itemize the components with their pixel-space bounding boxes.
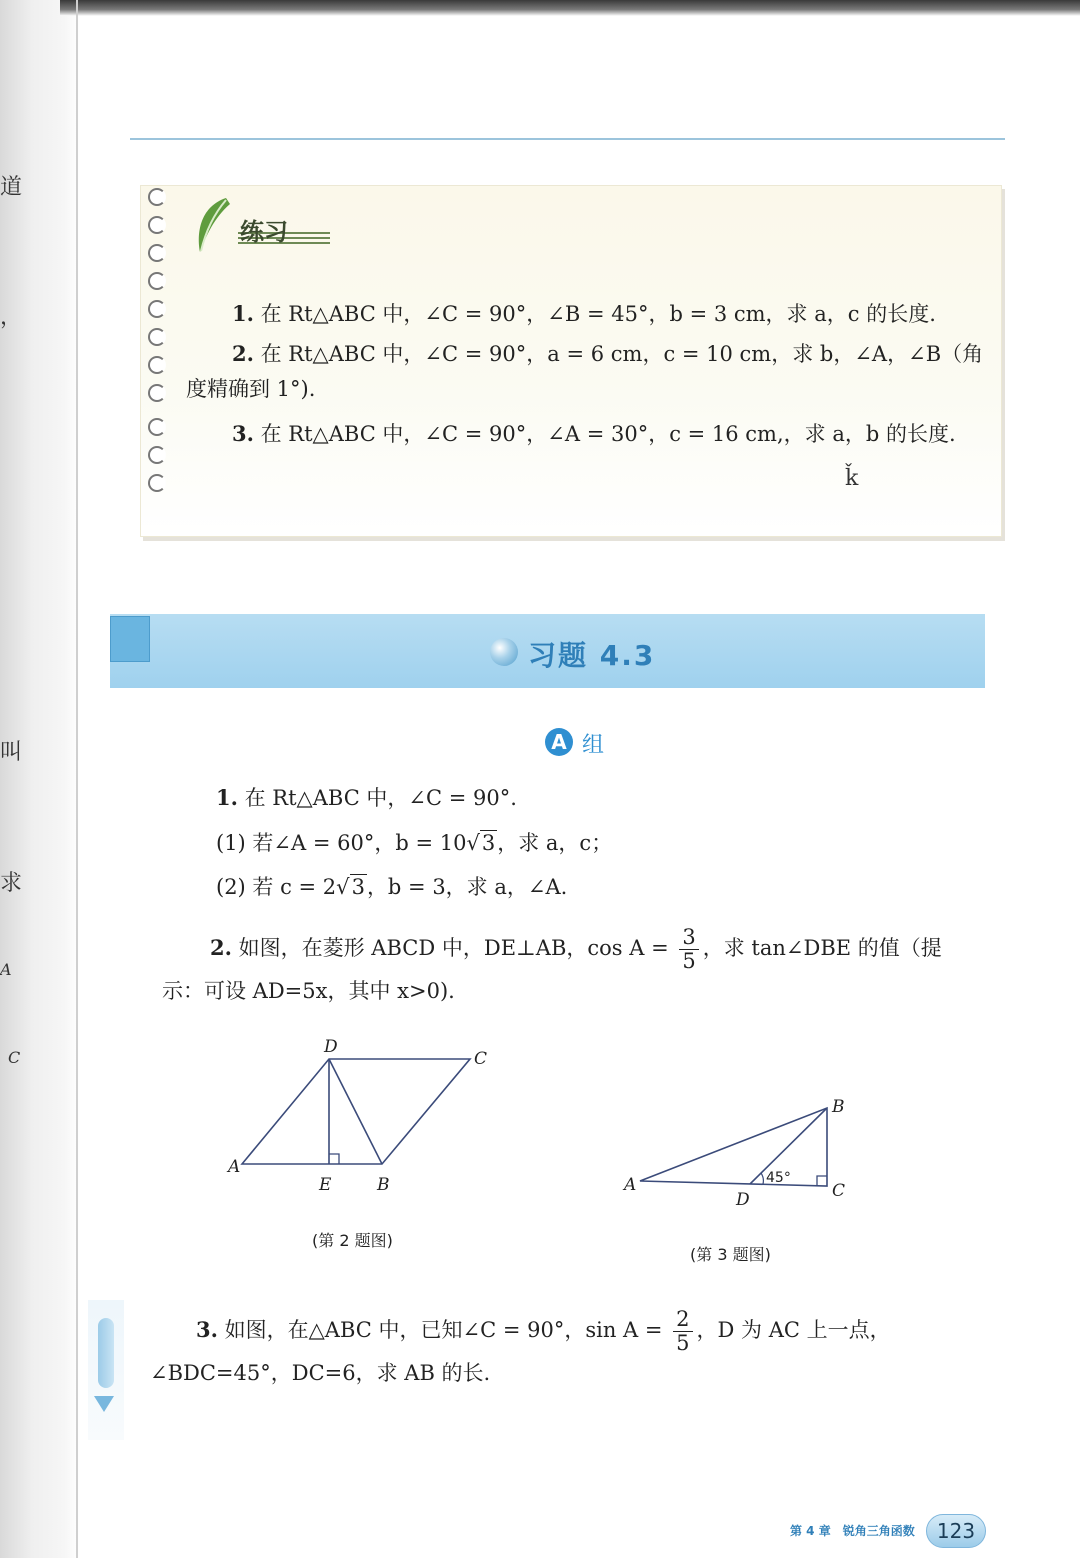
leaf-icon [192, 196, 234, 254]
figure-3-triangle [620, 1090, 860, 1220]
question-text: 在 Rt△ABC 中，∠C = 90°. [244, 786, 517, 810]
exercise-q3-continued: ∠BDC=45°，DC=6，求 AB 的长. [150, 1361, 491, 1385]
item-text: 在 Rt△ABC 中，∠C = 90°，∠A = 30°，c = 16 cm,，求 a，b 的长度. [260, 422, 956, 446]
exercise-q2-continued: 示：可设 AD=5x，其中 x>0). [162, 979, 455, 1003]
left-page-fragment: ， [0, 305, 23, 330]
triangle-outline [640, 1108, 827, 1186]
exercise-q1 [216, 784, 517, 812]
segment-db [329, 1059, 382, 1164]
left-page-fragment: A [0, 960, 12, 979]
binder-ring-icon [148, 356, 166, 374]
binder-ring-icon [148, 272, 166, 290]
label-d: D [324, 1037, 338, 1057]
book-spine [76, 0, 78, 1558]
binder-ring-icon [148, 446, 166, 464]
fraction-denominator: 5 [682, 949, 696, 974]
figure-3-caption: (第 3 题图) [690, 1245, 771, 1264]
footer-chapter: 第 4 章 锐角三角函数 [790, 1524, 915, 1538]
binder-ring-icon [148, 244, 166, 262]
group-label: 组 [582, 733, 605, 758]
question-text: 如图，在菱形 ABCD 中，DE⊥AB，cos A = [238, 936, 676, 961]
part-text: (1) 若∠A = 60°，b = 10 [216, 831, 467, 855]
question-text: ，求 tan∠DBE 的值（提 [702, 936, 942, 961]
label-b: B [832, 1097, 845, 1117]
exercise-q1-part1 [216, 830, 612, 857]
banner-block [110, 616, 150, 662]
label-a: A [624, 1175, 637, 1195]
group-badge: A [545, 728, 573, 756]
question-number: 1. [216, 785, 238, 810]
item-number: 1. [232, 301, 254, 326]
binder-ring-icon [148, 328, 166, 346]
fraction-numerator: 2 [673, 1308, 692, 1332]
left-page-fragment: C [8, 1048, 21, 1067]
item-text: 在 Rt△ABC 中，∠C = 90°，a = 6 cm，c = 10 cm，求 b，∠A，∠B（角 [260, 342, 984, 366]
practice-item-2-continued: 度精确到 1°). [186, 377, 316, 401]
radicand: 3 [481, 831, 496, 855]
part-text: ，求 a，c； [497, 831, 613, 855]
label-d: D [736, 1190, 750, 1210]
globe-icon [490, 638, 518, 666]
binder-ring-icon [148, 384, 166, 402]
binder-ring-icon [148, 474, 166, 492]
sqrt-symbol: √3 [336, 875, 365, 899]
scroll-down-arrow-icon[interactable] [94, 1396, 114, 1412]
radicand: 3 [351, 875, 365, 899]
question-text: ，D 为 AC 上一点， [696, 1318, 891, 1343]
practice-title: 练习 [240, 218, 288, 246]
figure-2-rhombus [220, 1030, 520, 1210]
sqrt-symbol: √3 [466, 831, 496, 855]
item-text: 在 Rt△ABC 中，∠C = 90°，∠B = 45°，b = 3 cm，求 a，c 的长度. [260, 302, 936, 326]
binder-ring-icon [148, 188, 166, 206]
exercise-q3 [196, 1308, 891, 1355]
figure-2-caption: (第 2 题图) [312, 1231, 393, 1250]
item-number: 3. [232, 421, 254, 446]
left-page-edge [0, 0, 80, 1558]
angle-arc [761, 1173, 763, 1184]
exercise-q1-part2 [216, 874, 567, 901]
label-c: C [474, 1049, 488, 1069]
right-angle-mark [817, 1176, 827, 1186]
header-rule [130, 138, 1005, 140]
binder-ring-icon [148, 216, 166, 234]
practice-item-3 [232, 420, 956, 448]
question-number: 2. [210, 935, 232, 961]
angle-label: 45° [766, 1170, 791, 1186]
exercise-title: 习题 4.3 [528, 639, 656, 672]
label-b: B [377, 1175, 390, 1195]
fraction [673, 1308, 692, 1355]
question-number: 3. [196, 1317, 218, 1343]
left-page-fragment: 求 [0, 871, 23, 896]
binder-ring-icon [148, 418, 166, 436]
left-page-fragment: 叫 [0, 740, 23, 765]
fraction [679, 926, 698, 973]
part-text: (2) 若 c = 2 [216, 875, 337, 899]
practice-item-1 [232, 300, 936, 328]
fraction-numerator: 3 [679, 926, 698, 950]
item-number: 2. [232, 341, 254, 366]
question-text: 如图，在△ABC 中，已知∠C = 90°，sin A = [224, 1318, 670, 1343]
label-a: A [228, 1157, 241, 1177]
top-page-edge [60, 0, 1080, 16]
handwritten-mark: ǩ [845, 466, 859, 491]
label-c: C [832, 1181, 846, 1201]
practice-item-2 [232, 340, 983, 368]
right-angle-mark [329, 1154, 339, 1164]
label-e: E [319, 1175, 332, 1195]
fraction-denominator: 5 [676, 1331, 690, 1356]
scroll-thumb[interactable] [98, 1318, 114, 1388]
exercise-q2 [210, 926, 942, 973]
binder-ring-icon [148, 300, 166, 318]
part-text: ，b = 3，求 a，∠A. [366, 875, 568, 899]
left-page-fragment: 道 [0, 175, 23, 200]
page-number: 123 [926, 1514, 986, 1548]
